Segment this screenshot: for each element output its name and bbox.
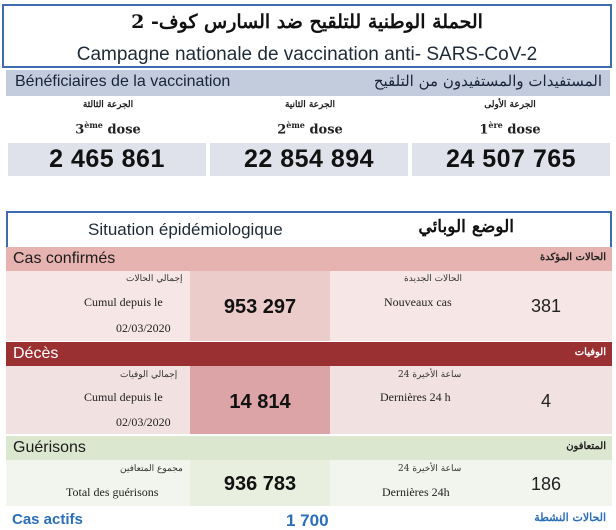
recoveries-total-label-ar: مجموع المتعافين: [120, 464, 183, 474]
deaths-total-value: 14 814: [229, 391, 291, 413]
epidemio-title-box: [6, 211, 612, 247]
active-cases-label-fr: Cas actifs: [12, 511, 83, 528]
confirmed-total-label-ar: إجمالي الحالات: [126, 274, 183, 284]
deaths-recent-label-ar: 24 ساعة الأخيرة: [398, 370, 462, 380]
dose-2-value: 22 854 894: [210, 143, 408, 176]
recoveries-total-label-fr: Total des guérisons: [66, 485, 159, 499]
campaign-title-fr: Campagne nationale de vaccination anti- SARS-CoV-2: [76, 44, 538, 65]
recoveries-recent-label-ar: 24 ساعة الأخيرة: [398, 464, 462, 474]
deaths-recent-value: 4: [540, 391, 551, 411]
epidemio-title-ar: الوضع الوبائي: [418, 217, 514, 237]
confirmed-total-value: 953 297: [223, 296, 297, 318]
confirmed-total-label-fr: Cumul depuis le: [84, 295, 163, 309]
dose-2-label-ar: الجرعة الثانية: [284, 100, 336, 110]
dose-1-label-ar: الجرعة الأولى: [484, 100, 536, 110]
confirmed-bar: [6, 247, 612, 271]
deaths-bar: [6, 342, 612, 366]
recoveries-recent-value: 186: [530, 474, 562, 494]
dose-3-header: [8, 100, 208, 137]
active-cases-value: 1 700: [286, 511, 329, 530]
dose-2-label-fr: 2ème dose: [277, 120, 343, 138]
confirmed-new-label-fr: Nouveaux cas: [384, 295, 452, 309]
dose-3-label-fr: 3ème dose: [75, 120, 141, 138]
confirmed-title-ar: الحالات المؤكدة: [540, 252, 606, 263]
dose-1-header: [410, 100, 610, 137]
deaths-total-label-ar: إجمالي الوفيات: [120, 370, 178, 380]
active-cases-label-ar: الحالات النشطة: [534, 511, 606, 524]
dose-1-label-fr: 1ère dose: [479, 120, 541, 138]
recoveries-recent-label-fr: Dernières 24h: [382, 485, 450, 499]
recoveries-bar: [6, 436, 612, 460]
beneficiaries-label-fr: Bénéficiaires de la vaccination: [15, 73, 231, 90]
confirmed-new-value: 381: [530, 296, 562, 316]
recoveries-total-value: 936 783: [223, 473, 297, 495]
recoveries-title-fr: Guérisons: [13, 439, 86, 456]
deaths-title-ar: الوفيات: [574, 347, 606, 358]
deaths-title-fr: Décès: [13, 345, 59, 362]
confirmed-new-label-ar: الحالات الجديدة: [404, 274, 462, 284]
recoveries-title-ar: المتعافون: [566, 441, 606, 452]
epidemio-title-fr: Situation épidémiologique: [88, 220, 283, 239]
dose-3-label-ar: الجرعة الثالثة: [82, 100, 134, 110]
confirmed-title-fr: Cas confirmés: [13, 250, 116, 267]
dose-2-header: [210, 100, 410, 137]
confirmed-total-date: 02/03/2020: [116, 321, 171, 335]
campaign-header: [2, 4, 612, 68]
beneficiaries-label-ar: المستفيدات والمستفيدون من التلقيح: [373, 72, 602, 90]
beneficiaries-bar: [6, 70, 610, 96]
deaths-total-date: 02/03/2020: [116, 415, 171, 429]
dose-1-value: 24 507 765: [412, 143, 610, 176]
dose-3-value: 2 465 861: [8, 143, 206, 176]
deaths-total-label-fr: Cumul depuis le: [84, 390, 163, 404]
campaign-title-ar: الحملة الوطنية للتلقيح ضد السارس كوف- 2: [131, 11, 483, 33]
deaths-recent-label-fr: Dernières 24 h: [380, 390, 451, 404]
